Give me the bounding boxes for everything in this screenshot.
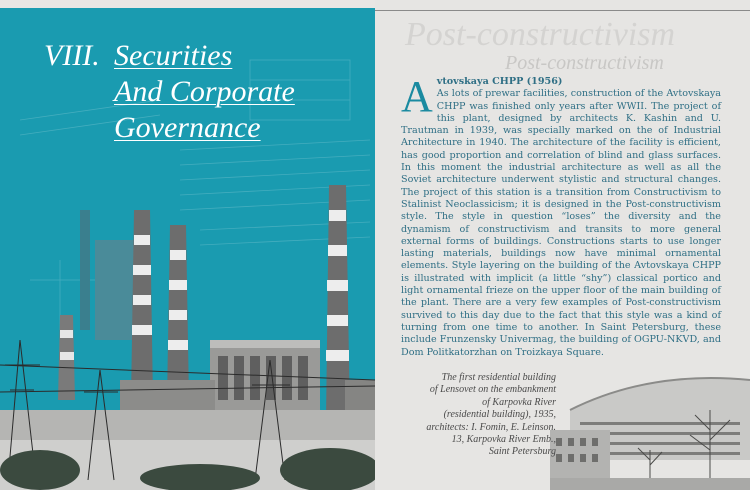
caption-line: (residential building), 1935, xyxy=(443,409,556,421)
section-title-line-2: And Corporate xyxy=(114,75,295,108)
chimney-2 xyxy=(131,210,153,400)
photo-caption xyxy=(381,372,556,459)
caption-line: of Lensovet on the embankment xyxy=(429,384,556,396)
caption-line: 13, Karpovka River Emb., xyxy=(451,434,556,446)
section-title-line-1: Securities xyxy=(114,39,233,72)
caption-line: The first residential building xyxy=(441,372,556,383)
section-title-line-3: Governance xyxy=(114,111,261,144)
watermark-small: Post-constructivism xyxy=(505,52,664,74)
caption-line: of Karpovka River xyxy=(482,396,556,408)
article xyxy=(401,72,721,359)
section-number: VIII. xyxy=(44,39,100,72)
article-title: vtovskaya CHPP (1956) xyxy=(436,76,563,87)
chimney-3 xyxy=(167,225,189,400)
residential-building-photo xyxy=(550,350,750,490)
drop-cap: A xyxy=(401,72,433,121)
article-body: As lots of prewar facilities, construction of the Avtovskaya CHPP was finished only years after WWII. The project of this plant, designed by architects K. Kashin and U. Trautman in 1939, was specially marked on the of Industrial Architecture in 1940. The architecture of the facility is efficient, has good proportion and correlation of blind and glass surfaces. In this moment the industrial architecture as well as all the Soviet architecture underwent stylistic and structural changes. The project of this station is a transition from Constructivism to Stalinist Neoclassicism; it is designed in the Post-constructivism style. The style in question “loses” the diversity and the dynamism of constructivism and transits to more general external forms of buildings. Constructions starts to use longer lasting materials, buildings now have minimal ornamental elements. Style layering on the building of the Avtovskaya CHPP is illustrated with implicit (a little “shy”) classical portico and light ornamental frieze on the upper floor of the main building of the plant. There are a very few examples of Post-constructivism survived to this day due to the fact that this style was a kind of turning from one time to another. In Saint Petersburg, these include Frunzensky Univermag, the building of OGPU-NKVD, and Dom Politkatorzhan on Troizkaya Square. xyxy=(401,88,721,358)
caption-line: architects: I. Fomin, E. Leinson. xyxy=(426,421,556,433)
watermark-large: Post-constructivism xyxy=(405,16,676,53)
caption-line: Saint Petersburg xyxy=(488,446,556,458)
chimney-1 xyxy=(58,315,75,400)
top-rule xyxy=(375,10,750,11)
